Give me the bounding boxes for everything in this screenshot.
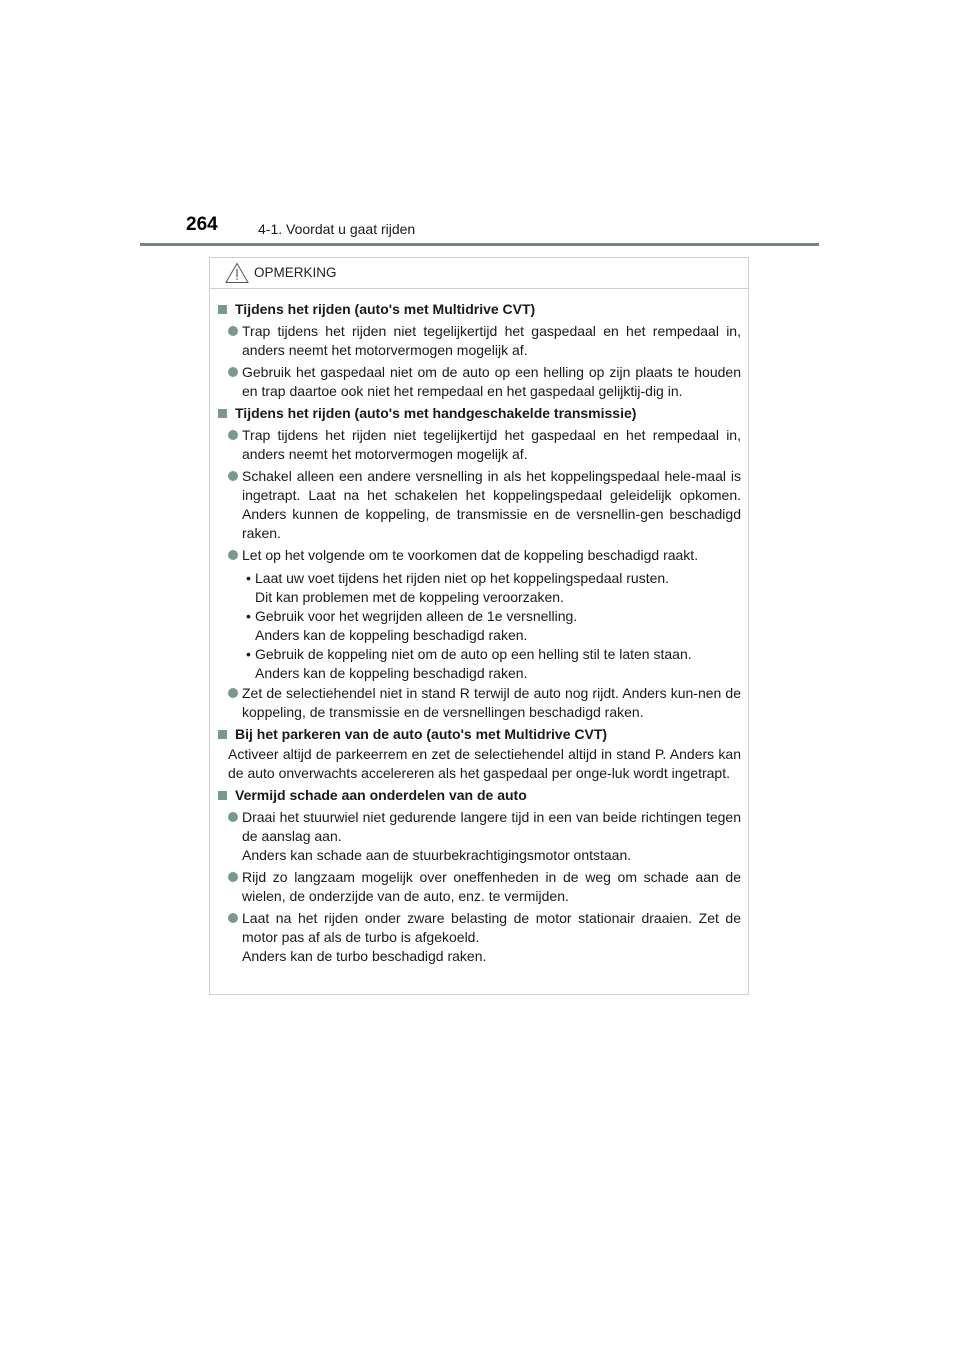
warning-triangle-icon: [225, 262, 249, 284]
sub-item-text: Dit kan problemen met de koppeling veroorzaken.: [255, 589, 564, 605]
list-item-text: Schakel alleen een andere versnelling in als het koppelingspedaal hele-maal is ingetrapt. Laat na het schakelen het koppelingspedaal geleidelijk opkomen. Anders kunnen de koppeling, de transmissie en de versnellin-gen beschadigd raken.: [242, 468, 741, 541]
list-item-text: Trap tijdens het rijden niet tegelijkertijd het gaspedaal en het rempedaal in, anders neemt het motorvermogen mogelijk af.: [242, 427, 741, 462]
notice-box: [209, 257, 749, 995]
list-item: [217, 546, 741, 565]
list-item: [217, 868, 741, 906]
list-item-text: Rijd zo langzaam mogelijk over oneffenheden in de weg om schade aan de wielen, de onderzijde van de auto, enz. te vermijden.: [242, 869, 741, 904]
list-item-text: Let op het volgende om te voorkomen dat de koppeling beschadigd raakt.: [242, 547, 699, 563]
list-item-text: Anders kan de turbo beschadigd raken.: [242, 948, 487, 964]
sub-item: [217, 569, 741, 607]
square-bullet-icon: [218, 409, 227, 418]
list-item-text: Anders kan schade aan de stuurbekrachtigingsmotor ontstaan.: [242, 847, 632, 863]
section-heading: [217, 300, 741, 319]
list-item: [217, 909, 741, 966]
section-title: 4-1. Voordat u gaat rijden: [258, 221, 416, 237]
sub-item-text: Gebruik de koppeling niet om de auto op een helling stil te laten staan.: [255, 646, 692, 662]
circle-bullet-icon: [228, 550, 238, 560]
sub-bullet-icon: •: [246, 570, 251, 586]
section-heading: [217, 786, 741, 805]
square-bullet-icon: [218, 305, 227, 314]
square-bullet-icon: [218, 730, 227, 739]
list-item-text: Gebruik het gaspedaal niet om de auto op een helling op zijn plaats te houden en trap daartoe ook niet het rempedaal en het gaspedaal gelijktij-dig in.: [242, 364, 741, 399]
notice-body: [210, 289, 748, 966]
section-heading: [217, 725, 741, 744]
circle-bullet-icon: [228, 471, 238, 481]
circle-bullet-icon: [228, 688, 238, 698]
circle-bullet-icon: [228, 812, 238, 822]
section-heading: [217, 404, 741, 423]
list-item: [217, 684, 741, 722]
sub-bullet-icon: •: [246, 646, 251, 662]
notice-header: [210, 258, 748, 289]
list-item: [217, 808, 741, 865]
page-number: 264: [186, 214, 218, 235]
list-item: [217, 426, 741, 464]
header-rule: [140, 243, 819, 246]
circle-bullet-icon: [228, 367, 238, 377]
list-item-text: Laat na het rijden onder zware belasting de motor stationair draaien. Zet de motor pas af als de turbo is afgekoeld.: [242, 910, 741, 945]
list-item-text: Draai het stuurwiel niet gedurende langere tijd in een van beide richtingen tegen de aanslag aan.: [242, 809, 741, 844]
list-item-text: Zet de selectiehendel niet in stand R terwijl de auto nog rijdt. Anders kun-nen de koppeling, de transmissie en de versnellingen beschadigd raken.: [242, 685, 741, 720]
section-heading-text: Vermijd schade aan onderdelen van de auto: [235, 787, 527, 803]
sub-item-text: Laat uw voet tijdens het rijden niet op het koppelingspedaal rusten.: [255, 570, 670, 586]
section-heading-text: Tijdens het rijden (auto's met handgeschakelde transmissie): [235, 405, 637, 421]
square-bullet-icon: [218, 791, 227, 800]
list-item: [217, 467, 741, 543]
section-heading-text: Tijdens het rijden (auto's met Multidrive CVT): [235, 301, 536, 317]
paragraph: Activeer altijd de parkeerrem en zet de selectiehendel altijd in stand P. Anders kan de auto onverwachts accelereren als het gaspedaal per onge-luk wordt ingetrapt.: [228, 746, 741, 781]
circle-bullet-icon: [228, 872, 238, 882]
circle-bullet-icon: [228, 430, 238, 440]
circle-bullet-icon: [228, 913, 238, 923]
sub-bullet-icon: •: [246, 608, 251, 624]
sub-item: [217, 645, 741, 683]
sub-item-text: Anders kan de koppeling beschadigd raken.: [255, 665, 528, 681]
list-item-text: Trap tijdens het rijden niet tegelijkertijd het gaspedaal en het rempedaal in, anders neemt het motorvermogen mogelijk af.: [242, 323, 741, 358]
section-heading-text: Bij het parkeren van de auto (auto's met Multidrive CVT): [235, 726, 608, 742]
notice-title: OPMERKING: [254, 265, 337, 280]
sub-item-text: Anders kan de koppeling beschadigd raken.: [255, 627, 528, 643]
circle-bullet-icon: [228, 326, 238, 336]
sub-item: [217, 607, 741, 645]
list-item: [217, 322, 741, 360]
sub-item-text: Gebruik voor het wegrijden alleen de 1e versnelling.: [255, 608, 578, 624]
list-item: [217, 363, 741, 401]
